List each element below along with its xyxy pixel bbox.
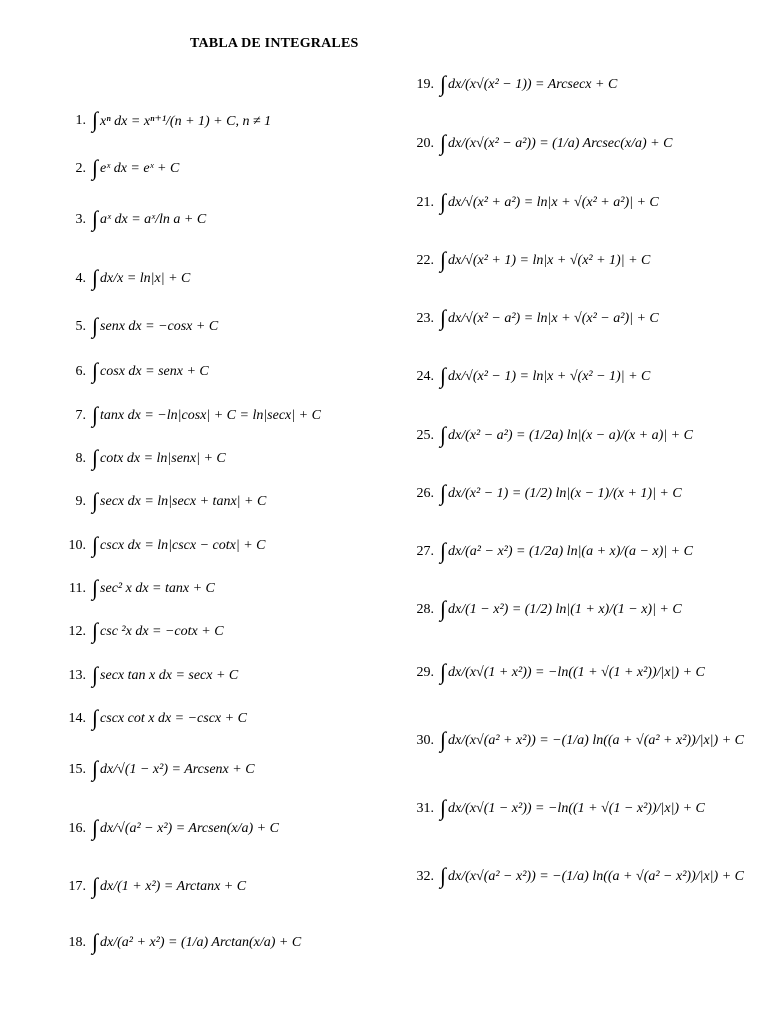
- formula-number: 28.: [416, 602, 434, 617]
- formula-number: 2.: [75, 161, 86, 176]
- formula-expression: dx/(x√(1 + x²)) = −ln((1 + √(1 + x²))/|x|) + C: [448, 665, 705, 680]
- integral-sign-icon: ∫: [440, 189, 447, 214]
- integral-sign-icon: ∫: [440, 71, 447, 96]
- formula-number: 32.: [416, 869, 434, 884]
- integral-sign-icon: ∫: [440, 659, 447, 684]
- integral-sign-icon: ∫: [92, 618, 99, 643]
- formula-expression: dx/√(1 − x²) = Arcsenx + C: [100, 762, 255, 777]
- formula-11: [58, 575, 215, 600]
- formula-32: [412, 863, 744, 888]
- formula-21: [412, 189, 659, 214]
- formula-9: [58, 488, 267, 513]
- formula-number: 6.: [75, 364, 86, 379]
- integral-sign-icon: ∫: [92, 358, 99, 383]
- formula-number: 30.: [416, 733, 434, 748]
- formula-number: 16.: [68, 821, 86, 836]
- formula-number: 4.: [75, 271, 86, 286]
- formula-number: 3.: [75, 212, 86, 227]
- formula-number: 13.: [68, 668, 86, 683]
- formula-expression: sec² x dx = tanx + C: [100, 581, 215, 596]
- integral-sign-icon: ∫: [92, 756, 99, 781]
- formula-1: [58, 107, 272, 132]
- integral-sign-icon: ∫: [92, 206, 99, 231]
- formula-expression: dx/(a² − x²) = (1/2a) ln|(a + x)/(a − x)| + C: [448, 544, 693, 559]
- formula-number: 18.: [68, 935, 86, 950]
- integral-sign-icon: ∫: [440, 247, 447, 272]
- formula-expression: dx/√(a² − x²) = Arcsen(x/a) + C: [100, 821, 279, 836]
- formula-number: 25.: [416, 428, 434, 443]
- formula-30: [412, 727, 744, 752]
- formula-7: [58, 402, 321, 427]
- formula-number: 1.: [75, 113, 86, 128]
- integral-sign-icon: ∫: [92, 313, 99, 338]
- formula-23: [412, 305, 659, 330]
- formula-expression: dx/(a² + x²) = (1/a) Arctan(x/a) + C: [100, 935, 302, 950]
- formula-number: 9.: [75, 494, 86, 509]
- formula-16: [58, 815, 279, 840]
- integral-sign-icon: ∫: [440, 538, 447, 563]
- formula-13: [58, 662, 239, 687]
- formula-number: 19.: [416, 77, 434, 92]
- formula-10: [58, 532, 266, 557]
- formula-expression: cotx dx = ln|senx| + C: [100, 451, 226, 466]
- integral-sign-icon: ∫: [92, 532, 99, 557]
- integral-sign-icon: ∫: [440, 422, 447, 447]
- formula-number: 23.: [416, 311, 434, 326]
- formula-expression: tanx dx = −ln|cosx| + C = ln|secx| + C: [100, 408, 321, 423]
- formula-expression: dx/(1 − x²) = (1/2) ln|(1 + x)/(1 − x)| + C: [448, 602, 682, 617]
- integral-sign-icon: ∫: [92, 155, 99, 180]
- formula-26: [412, 480, 682, 505]
- formula-expression: dx/√(x² − a²) = ln|x + √(x² − a²)| + C: [448, 311, 659, 326]
- formula-number: 29.: [416, 665, 434, 680]
- integral-sign-icon: ∫: [440, 305, 447, 330]
- formula-8: [58, 445, 226, 470]
- formula-4: [58, 265, 191, 290]
- formula-18: [58, 929, 302, 954]
- formula-expression: secx tan x dx = secx + C: [100, 668, 239, 683]
- formula-15: [58, 756, 255, 781]
- formula-number: 27.: [416, 544, 434, 559]
- formula-25: [412, 422, 693, 447]
- integral-sign-icon: ∫: [92, 402, 99, 427]
- formula-expression: csc ²x dx = −cotx + C: [100, 624, 224, 639]
- formula-expression: senx dx = −cosx + C: [100, 319, 219, 334]
- integral-sign-icon: ∫: [92, 815, 99, 840]
- formula-expression: aˣ dx = aˣ/ln a + C: [100, 212, 207, 227]
- integral-sign-icon: ∫: [440, 480, 447, 505]
- integral-sign-icon: ∫: [440, 795, 447, 820]
- formula-24: [412, 363, 651, 388]
- formula-14: [58, 705, 247, 730]
- formula-expression: cosx dx = senx + C: [100, 364, 209, 379]
- formula-number: 21.: [416, 195, 434, 210]
- formula-expression: dx/(x√(x² − 1)) = Arcsecx + C: [448, 77, 618, 92]
- formula-number: 24.: [416, 369, 434, 384]
- formula-expression: dx/√(x² + a²) = ln|x + √(x² + a²)| + C: [448, 195, 659, 210]
- formula-3: [58, 206, 207, 231]
- formula-expression: secx dx = ln|secx + tanx| + C: [100, 494, 267, 509]
- integral-sign-icon: ∫: [92, 107, 99, 132]
- integral-sign-icon: ∫: [92, 929, 99, 954]
- formula-expression: dx/(x√(a² + x²)) = −(1/a) ln((a + √(a² + x²))/|x|) + C: [448, 733, 744, 748]
- formula-12: [58, 618, 224, 643]
- formula-5: [58, 313, 219, 338]
- formula-number: 15.: [68, 762, 86, 777]
- formula-number: 31.: [416, 801, 434, 816]
- formula-number: 14.: [68, 711, 86, 726]
- formula-number: 22.: [416, 253, 434, 268]
- integral-sign-icon: ∫: [92, 488, 99, 513]
- integral-sign-icon: ∫: [440, 596, 447, 621]
- integral-sign-icon: ∫: [92, 265, 99, 290]
- formula-28: [412, 596, 682, 621]
- integral-sign-icon: ∫: [92, 575, 99, 600]
- formula-31: [412, 795, 705, 820]
- formula-expression: cscx dx = ln|cscx − cotx| + C: [100, 538, 266, 553]
- formula-number: 26.: [416, 486, 434, 501]
- formula-2: [58, 155, 180, 180]
- formula-number: 11.: [69, 581, 86, 596]
- formula-expression: dx/(x² − a²) = (1/2a) ln|(x − a)/(x + a)| + C: [448, 428, 693, 443]
- integral-sign-icon: ∫: [92, 705, 99, 730]
- formula-number: 5.: [75, 319, 86, 334]
- integral-sign-icon: ∫: [92, 873, 99, 898]
- formula-6: [58, 358, 209, 383]
- formula-27: [412, 538, 693, 563]
- integral-sign-icon: ∫: [92, 445, 99, 470]
- formula-expression: dx/x = ln|x| + C: [100, 271, 191, 286]
- formula-expression: xⁿ dx = xⁿ⁺¹/(n + 1) + C, n ≠ 1: [100, 113, 272, 129]
- formula-expression: dx/(x√(x² − a²)) = (1/a) Arcsec(x/a) + C: [448, 136, 673, 151]
- integral-sign-icon: ∫: [440, 727, 447, 752]
- formula-expression: dx/(x² − 1) = (1/2) ln|(x − 1)/(x + 1)| + C: [448, 486, 682, 501]
- integral-sign-icon: ∫: [440, 863, 447, 888]
- formula-expression: cscx cot x dx = −cscx + C: [100, 711, 247, 726]
- formula-number: 7.: [75, 408, 86, 423]
- formula-number: 20.: [416, 136, 434, 151]
- integral-sign-icon: ∫: [440, 130, 447, 155]
- formula-19: [412, 71, 618, 96]
- formula-expression: eˣ dx = eˣ + C: [100, 161, 180, 176]
- formula-expression: dx/(x√(a² − x²)) = −(1/a) ln((a + √(a² − x²))/|x|) + C: [448, 869, 744, 884]
- formula-number: 17.: [68, 879, 86, 894]
- page-title: TABLA DE INTEGRALES: [190, 36, 359, 51]
- formula-number: 8.: [75, 451, 86, 466]
- integral-sign-icon: ∫: [92, 662, 99, 687]
- formula-expression: dx/(1 + x²) = Arctanx + C: [100, 879, 247, 894]
- integral-sign-icon: ∫: [440, 363, 447, 388]
- formula-29: [412, 659, 705, 684]
- formula-22: [412, 247, 651, 272]
- formula-expression: dx/(x√(1 − x²)) = −ln((1 + √(1 − x²))/|x|) + C: [448, 801, 705, 816]
- formula-expression: dx/√(x² − 1) = ln|x + √(x² − 1)| + C: [448, 369, 651, 384]
- formula-17: [58, 873, 247, 898]
- formula-20: [412, 130, 673, 155]
- formula-number: 10.: [68, 538, 86, 553]
- formula-number: 12.: [68, 624, 86, 639]
- formula-expression: dx/√(x² + 1) = ln|x + √(x² + 1)| + C: [448, 253, 651, 268]
